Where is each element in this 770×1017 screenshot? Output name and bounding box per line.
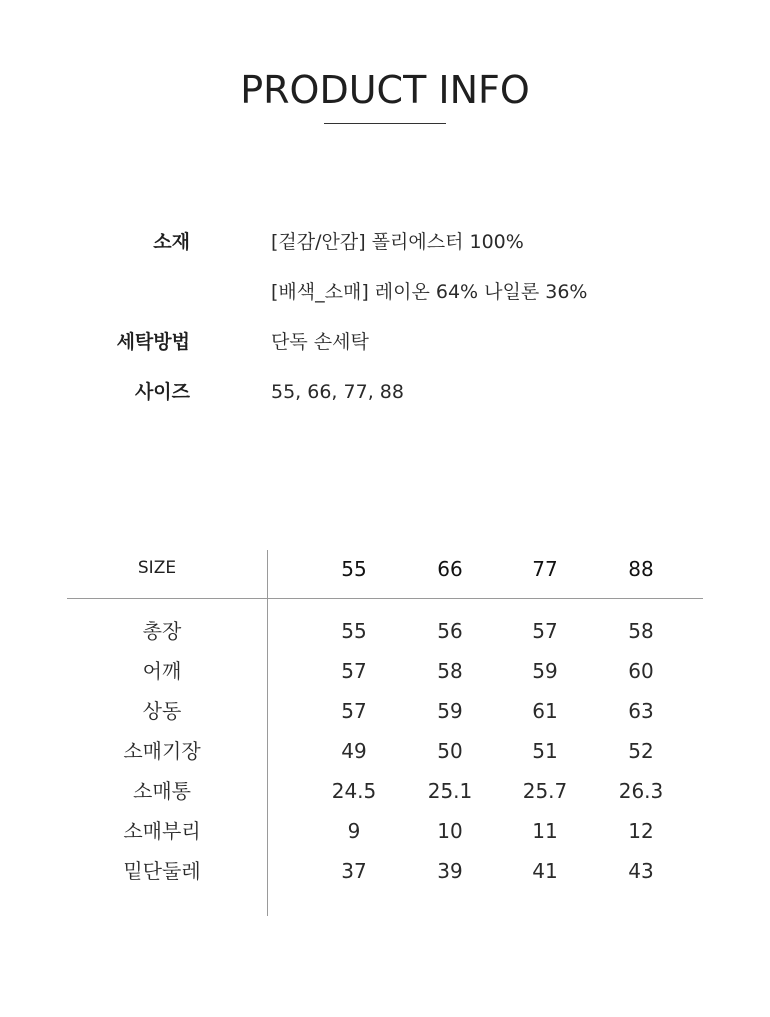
- info-label: 세탁방법: [116, 331, 190, 353]
- table-cell: 43: [628, 859, 654, 883]
- info-label: 소재: [153, 231, 190, 253]
- table-cell: 24.5: [331, 779, 377, 803]
- table-cell: 49: [341, 739, 367, 763]
- table-cell: 55: [341, 619, 367, 643]
- row-label: 소매부리: [123, 819, 201, 843]
- size-column-header: 88: [628, 557, 654, 581]
- row-label: 밑단둘레: [123, 859, 201, 883]
- table-cell: 61: [532, 699, 558, 723]
- info-label: 사이즈: [134, 381, 190, 403]
- table-cell: 59: [532, 659, 558, 683]
- info-row-material-accent: [0, 277, 770, 307]
- info-row-washing: [0, 327, 770, 357]
- table-cell: 63: [628, 699, 654, 723]
- table-cell: 58: [628, 619, 654, 643]
- table-cell: 58: [437, 659, 463, 683]
- table-cell: 52: [628, 739, 654, 763]
- info-row-sizes: [0, 377, 770, 407]
- row-label: 상동: [142, 699, 182, 723]
- info-row-material: [0, 227, 770, 257]
- row-label: 소매기장: [123, 739, 201, 763]
- page-title: PRODUCT INFO: [240, 68, 530, 112]
- table-cell: 59: [437, 699, 463, 723]
- row-label: 소매통: [133, 779, 191, 803]
- info-value: [겉감/안감] 폴리에스터 100%: [271, 231, 524, 253]
- info-value: 단독 손세탁: [271, 331, 369, 353]
- table-cell: 12: [628, 819, 654, 843]
- table-cell: 51: [532, 739, 558, 763]
- size-column-header: 66: [437, 557, 463, 581]
- table-cell: 10: [437, 819, 463, 843]
- table-cell: 11: [532, 819, 558, 843]
- size-column-header: 55: [341, 557, 367, 581]
- table-cell: 9: [347, 819, 361, 843]
- table-cell: 57: [341, 659, 367, 683]
- table-vertical-divider: [267, 550, 268, 916]
- table-cell: 41: [532, 859, 558, 883]
- row-label: 어깨: [142, 659, 182, 683]
- table-cell: 57: [341, 699, 367, 723]
- title-underline: [324, 123, 446, 124]
- table-cell: 26.3: [618, 779, 664, 803]
- table-cell: 50: [437, 739, 463, 763]
- table-cell: 56: [437, 619, 463, 643]
- table-cell: 25.7: [522, 779, 568, 803]
- table-header-divider: [67, 598, 703, 599]
- size-column-header: 77: [532, 557, 558, 581]
- info-value: 55, 66, 77, 88: [271, 381, 404, 403]
- table-cell: 37: [341, 859, 367, 883]
- row-label: 총장: [142, 619, 182, 643]
- table-cell: 39: [437, 859, 463, 883]
- table-cell: 57: [532, 619, 558, 643]
- info-value: [배색_소매] 레이온 64% 나일론 36%: [271, 281, 588, 303]
- size-header-label: SIZE: [137, 558, 177, 578]
- table-cell: 60: [628, 659, 654, 683]
- table-cell: 25.1: [427, 779, 473, 803]
